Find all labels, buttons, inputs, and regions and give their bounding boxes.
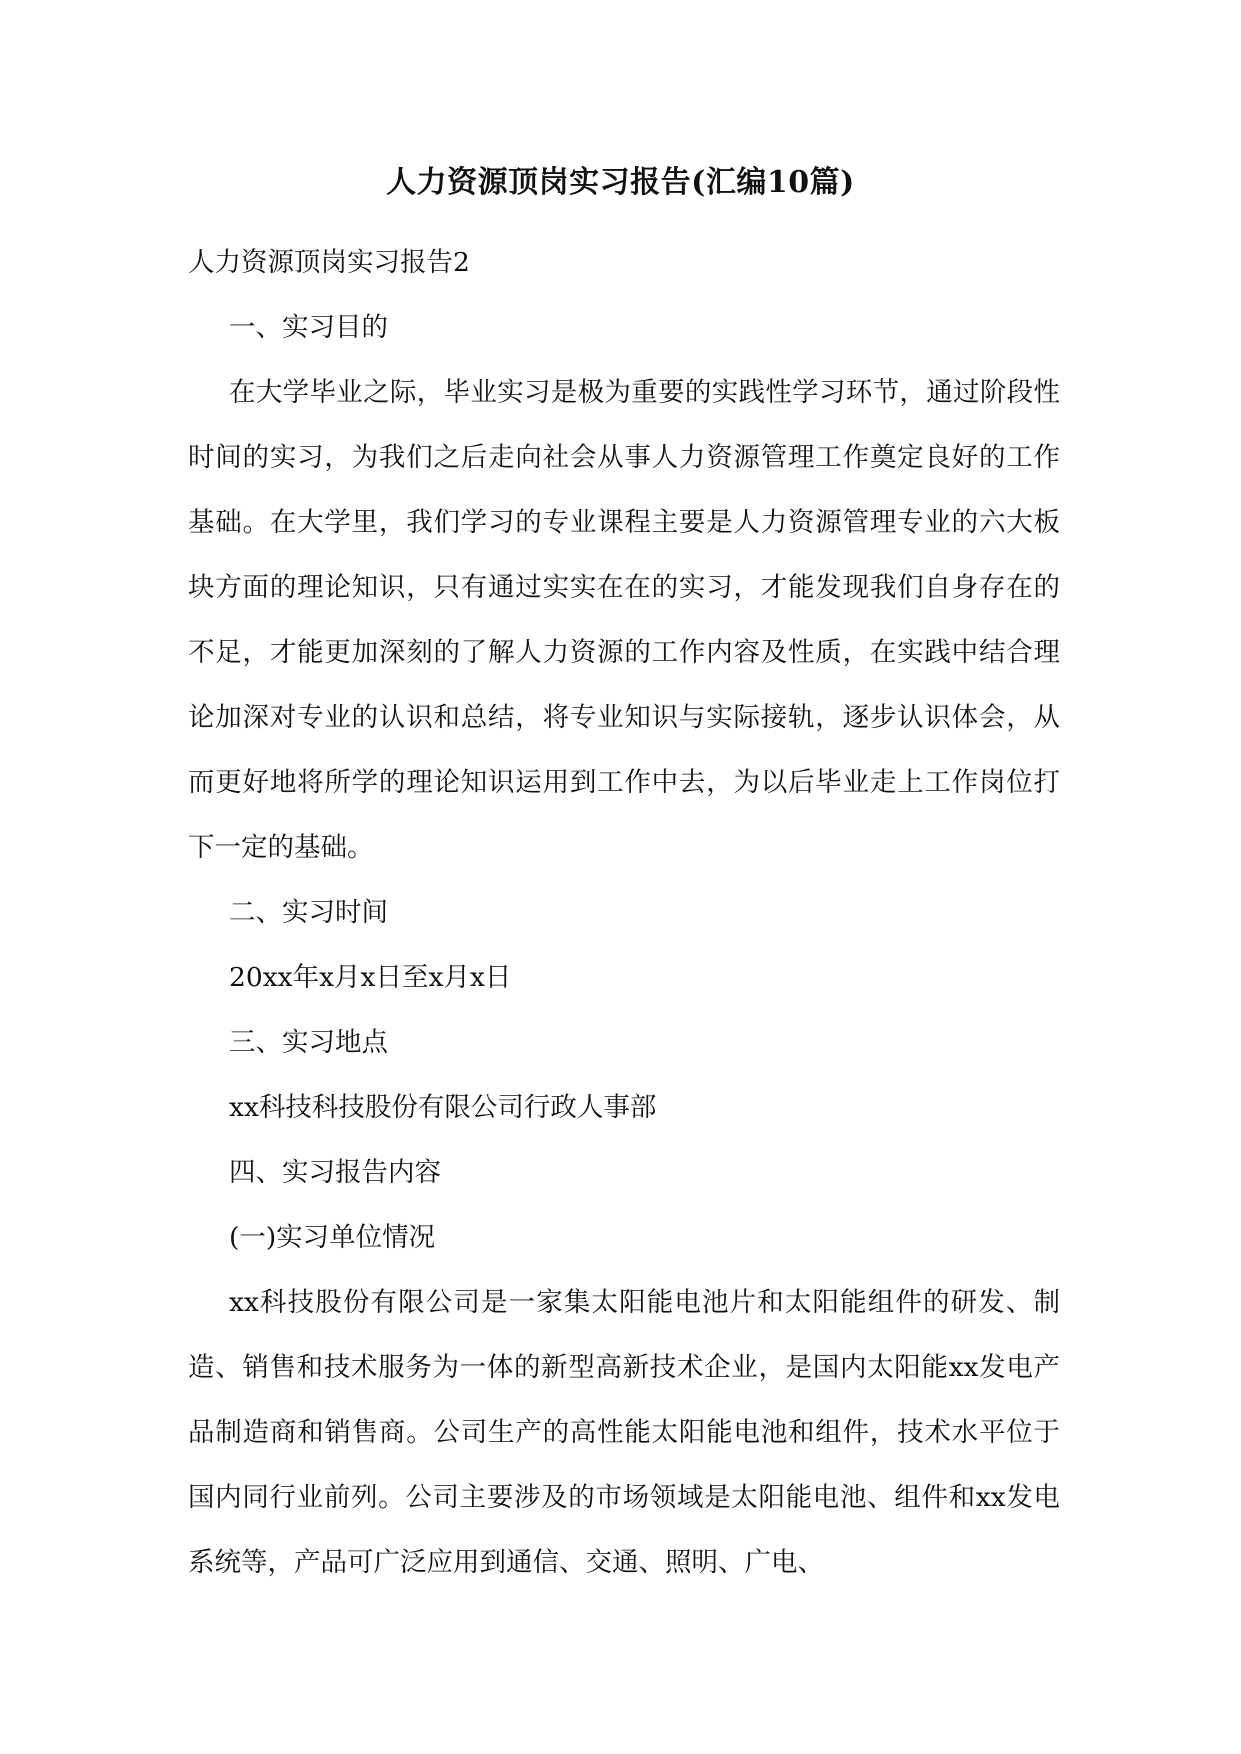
report-subtitle: 人力资源顶岗实习报告2	[188, 247, 470, 278]
paragraph-time: 20xx年x月x日至x月x日	[229, 962, 512, 993]
section-heading-time: 二、实习时间	[229, 897, 388, 928]
document-body	[188, 230, 1060, 1595]
section-heading-purpose: 一、实习目的	[229, 312, 388, 343]
section-heading-location: 三、实习地点	[229, 1027, 388, 1058]
document-title: 人力资源顶岗实习报告(汇编10篇)	[386, 165, 855, 200]
subsection-heading-company: (一)实习单位情况	[229, 1222, 436, 1253]
paragraph-purpose: 在大学毕业之际，毕业实习是极为重要的实践性学习环节，通过阶段性时间的实习，为我们之后走向社会从事人力资源管理工作奠定良好的工作基础。在大学里，我们学习的专业课程主要是人力资源管理专业的六大板块方面的理论知识，只有通过实实在在的实习，才能发现我们自身存在的不足，才能更加深刻的了解人力资源的工作内容及性质，在实践中结合理论加深对专业的认识和总结，将专业知识与实际接轨，逐步认识体会，从而更好地将所学的理论知识运用到工作中去，为以后毕业走上工作岗位打下一定的基础。	[188, 377, 1060, 863]
section-heading-content: 四、实习报告内容	[229, 1157, 441, 1188]
paragraph-company: xx科技股份有限公司是一家集太阳能电池片和太阳能组件的研发、制造、销售和技术服务为一体的新型高新技术企业，是国内太阳能xx发电产品制造商和销售商。公司生产的高性能太阳能电池和组件，技术水平位于国内同行业前列。公司主要涉及的市场领域是太阳能电池、组件和xx发电系统等，产品可广泛应用到通信、交通、照明、广电、	[188, 1287, 1060, 1578]
paragraph-location: xx科技科技股份有限公司行政人事部	[229, 1092, 657, 1123]
